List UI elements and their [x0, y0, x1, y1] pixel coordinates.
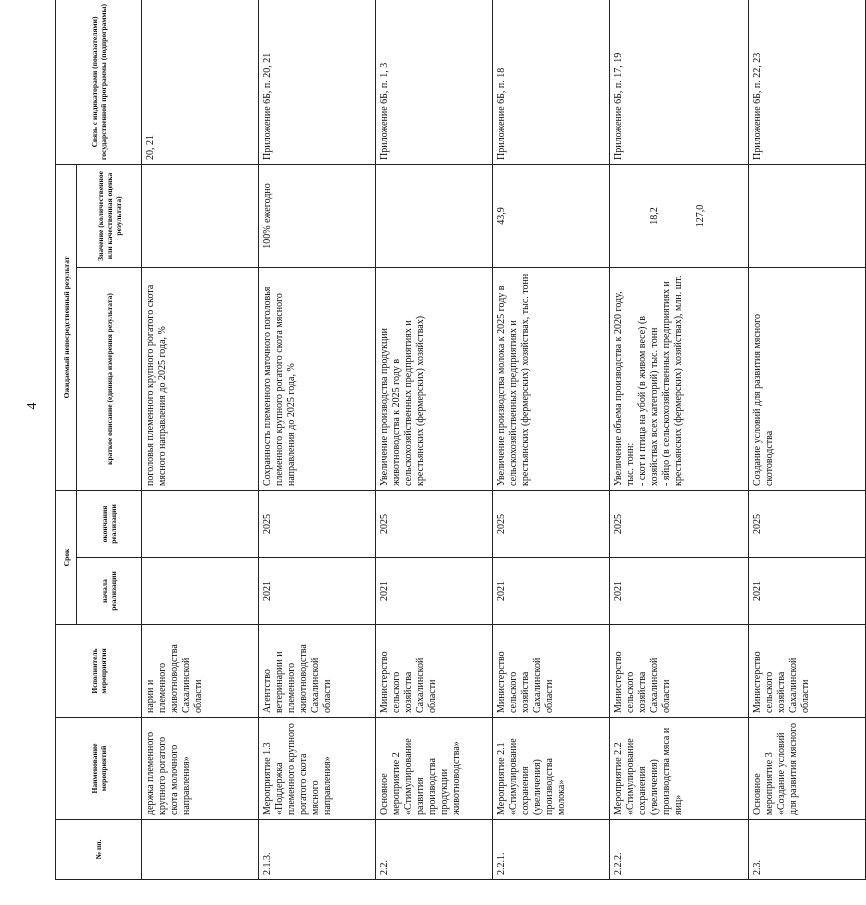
cell-value — [142, 164, 259, 267]
cell-name: Основное мероприятие 3 «Создание условий для развития мясного — [749, 718, 866, 820]
header-link: Связь с индикаторами (показателями) государственной программы (подпрограммы) — [56, 0, 142, 164]
header-executor: Исполнитель мероприятия — [56, 625, 142, 718]
cell-executor: Министерство сельского хозяйства Сахалинской области — [493, 625, 610, 718]
header-name: Наименование мероприятий — [56, 718, 142, 820]
value-line: 18,2 — [649, 207, 660, 225]
cell-executor: Министерство сельского хозяйства Сахалинской области — [376, 625, 493, 718]
cell-num — [142, 820, 259, 880]
header-result: Ожидаемый непосредственный результат — [56, 164, 77, 490]
table-row — [610, 0, 749, 880]
value-line: 127,0 — [695, 204, 706, 228]
header-term: Срок — [56, 490, 77, 624]
desc-line: Создание условий для развития мясного скотоводства — [752, 313, 775, 486]
cell-num: 2.2.2. — [610, 820, 749, 880]
desc-line: Увеличение объема производства к 2020 году, тыс. тонн: — [613, 291, 636, 486]
cell-desc — [259, 267, 376, 490]
cell-executor: нарии и племенного животноводства Сахалинской области — [142, 625, 259, 718]
cell-name: Мероприятие 2.1 «Стимулирование сохранения (увеличения) производства молока» — [493, 718, 610, 820]
value-line: 43,9 — [496, 207, 507, 225]
value-line: 100% ежегодно — [262, 183, 273, 249]
cell-desc — [376, 267, 493, 490]
cell-link: Приложение 6Б, п. 17, 19 — [610, 0, 749, 164]
cell-desc — [142, 267, 259, 490]
cell-start: 2021 — [259, 558, 376, 625]
cell-link: 20, 21 — [142, 0, 259, 164]
cell-executor: Министерство сельского хозяйства Сахалинской области — [749, 625, 866, 718]
cell-executor: Министерство сельского хозяйства Сахалинской области — [610, 625, 749, 718]
cell-value — [493, 164, 610, 267]
desc-line: Увеличение производства молока к 2025 году в сельскохозяйственных предприятиях и крестьянских (фермерских) хозяйствах, тыс. тонн — [496, 273, 531, 486]
cell-value — [259, 164, 376, 267]
cell-num: 2.1.3. — [259, 820, 376, 880]
cell-value — [610, 164, 749, 267]
cell-start: 2021 — [493, 558, 610, 625]
desc-line: - скот и птица на убой (в живом весе) (в хозяйствах всех категорий) тыс. тонн — [637, 315, 660, 486]
cell-link: Приложение 6Б, п. 20, 21 — [259, 0, 376, 164]
cell-end: 2025 — [749, 490, 866, 557]
cell-end — [142, 490, 259, 557]
cell-value — [749, 164, 866, 267]
header-num: № пп. — [56, 820, 142, 880]
cell-end: 2025 — [376, 490, 493, 557]
desc-line: поголовья племенного крупного рогатого скота мясного направления до 2025 года, % — [145, 284, 168, 486]
cell-num: 2.3. — [749, 820, 866, 880]
cell-start: 2021 — [376, 558, 493, 625]
cell-start: 2021 — [749, 558, 866, 625]
header-result-desc: краткое описание (единица измерения результата) — [77, 267, 142, 490]
cell-start: 2021 — [610, 558, 749, 625]
cell-executor: Агентство ветеринарии и племенного животноводства Сахалинской области — [259, 625, 376, 718]
rotated-page — [25, 0, 811, 880]
table-row — [749, 0, 866, 880]
desc-line: Увеличение производства продукции животноводства к 2025 году в сельскохозяйственных предприятиях и крестьянских (фермерских) хозяйствах) — [379, 315, 426, 486]
header-result-value: Значение (количественное или качественная оценка результата) — [77, 164, 142, 267]
cell-link: Приложение 6Б, п. 22, 23 — [749, 0, 866, 164]
table-row — [376, 0, 493, 880]
table-row — [493, 0, 610, 880]
cell-num: 2.2.1. — [493, 820, 610, 880]
cell-link: Приложение 6Б, п. 18 — [493, 0, 610, 164]
cell-desc — [749, 267, 866, 490]
desc-line: Сохранность племенного маточного поголовья племенного крупного рогатого скота мясного направления до 2025 года, % — [262, 286, 297, 486]
cell-name: Основное мероприятие 2 «Стимулирование развития производства продукции животноводства» — [376, 718, 493, 820]
cell-end: 2025 — [610, 490, 749, 557]
desc-line: - яйцо (в сельскохозяйственных предприятиях и крестьянских (фермерских) хозяйствах), млн. шт. — [661, 275, 684, 486]
cell-num: 2.2. — [376, 820, 493, 880]
cell-link: Приложение 6Б, п. 1, 3 — [376, 0, 493, 164]
cell-end: 2025 — [259, 490, 376, 557]
value-line — [613, 169, 627, 263]
page-number: 4 — [25, 402, 40, 410]
cell-name: Мероприятие 2.2 «Стимулирование сохранения (увеличения) производства мяса и яиц» — [610, 718, 749, 820]
cell-start — [142, 558, 259, 625]
cell-end: 2025 — [493, 490, 610, 557]
table-row — [142, 0, 259, 880]
cell-value — [376, 164, 493, 267]
cell-name: держка племенного крупного рогатого скота молочного направления» — [142, 718, 259, 820]
measures-table — [55, 0, 866, 880]
cell-desc — [493, 267, 610, 490]
cell-desc — [610, 267, 749, 490]
cell-name: Мероприятие 1.3 «Поддержка племенного крупного рогатого скота мясного направления» — [259, 718, 376, 820]
table-row — [259, 0, 376, 880]
header-term-start: начала реализации — [77, 558, 142, 625]
header-term-end: окончания реализации — [77, 490, 142, 557]
